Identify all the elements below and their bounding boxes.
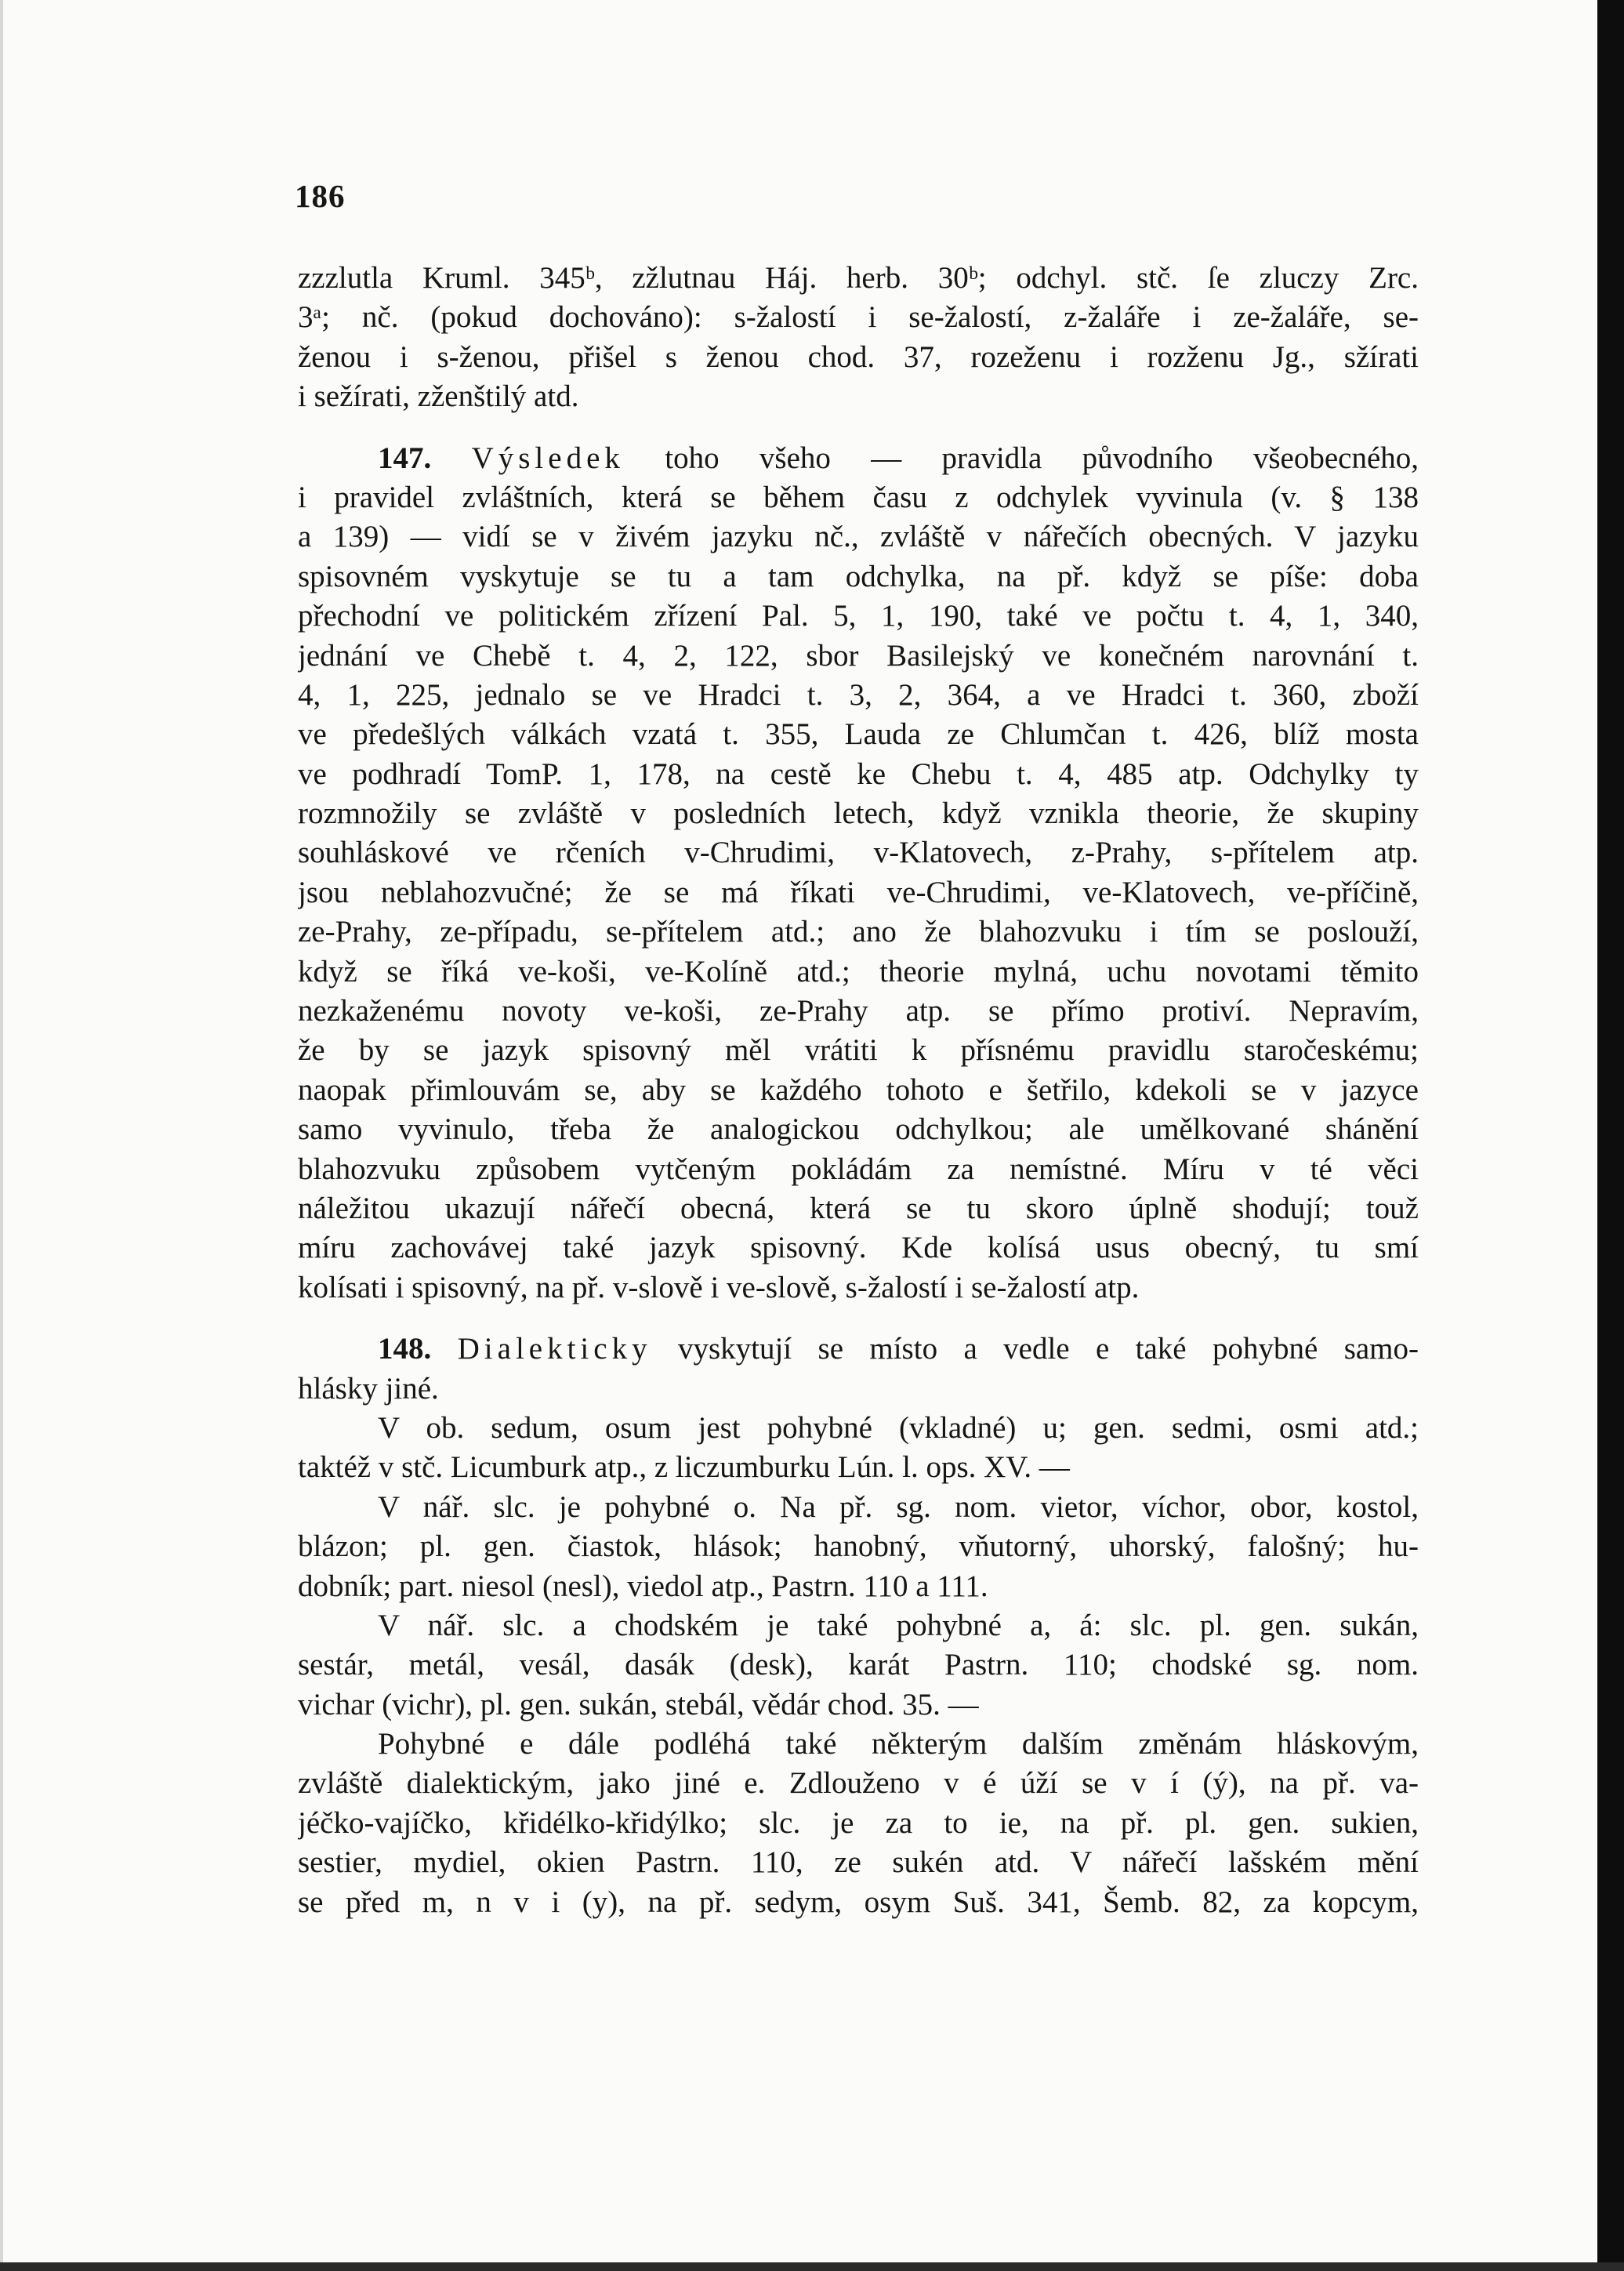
text-line: jednání ve Chebě t. 4, 2, 122, sbor Basilejský ve konečném narovnání t. [298, 638, 1419, 673]
text-line [298, 439, 1419, 478]
scan-right-edge [1597, 0, 1624, 2271]
text-line: sestár, metál, vesál, dasák (desk), karát Pastrn. 110; chodské sg. nom. [298, 1648, 1419, 1682]
scan-left-edge [0, 0, 3, 2271]
paragraph-slc-a [298, 1606, 1419, 1725]
paragraph-pohybne-e [298, 1725, 1419, 1922]
scan-bottom-edge [0, 2262, 1624, 2271]
section-number: 147. [378, 441, 432, 475]
text-line: ve předešlých válkách vzatá t. 355, Lauda ze Chlumčan t. 426, blíž mosta [298, 717, 1419, 752]
text-line: V nář. slc. je pohybné o. Na př. sg. nom. vietor, víchor, obor, kostol, [378, 1489, 1419, 1524]
page-number: 186 [295, 178, 346, 214]
text-line: 4, 1, 225, jednalo se ve Hradci t. 3, 2, 364, a ve Hradci t. 360, zboží [298, 677, 1419, 712]
text-line: dobník; part. niesol (nesl), viedol atp., Pastrn. 110 a 111. [298, 1569, 988, 1603]
text-line: V nář. slc. a chodském je také pohybné a, á: slc. pl. gen. sukán, [378, 1608, 1419, 1642]
text-line: 3ᵃ; nč. (pokud dochováno): s-žalostí i se-žalostí, z-žaláře i ze-žaláře, se- [298, 300, 1419, 335]
section-line-text: vyskytují se místo a vedle e také pohybné samo- [651, 1332, 1419, 1366]
text-line [298, 1330, 1419, 1369]
text-line: náležitou ukazují nářečí obecná, která se tu skoro úplně shodují; touž [298, 1191, 1419, 1225]
section-147 [298, 439, 1419, 1308]
text-line: nezkaženému novoty ve-koši, ze-Prahy atp. se přímo protiví. Nepravím, [298, 994, 1419, 1028]
text-line: Pohybné e dále podléhá také některým dalším změnám hláskovým, [378, 1727, 1419, 1761]
text-line: ve podhradí TomP. 1, 178, na cestě ke Chebu t. 4, 485 atp. Odchylky ty [298, 756, 1419, 791]
text-line: naopak přimlouvám se, aby se každého tohoto e šetřilo, kdekoli se v jazyce [298, 1072, 1419, 1107]
text-line: i pravidel zvláštních, která se během času z odchylek vyvinula (v. § 138 [298, 480, 1419, 514]
text-line: sestier, mydiel, okien Pastrn. 110, ze sukén atd. V nářečí lašském mění [298, 1845, 1419, 1880]
text-line: spisovném vyskytuje se tu a tam odchylka, na př. když se píše: doba [298, 559, 1419, 593]
text-line: zvláště dialektickým, jako jiné e. Zdlouženo v é úží se v í (ý), na př. va- [298, 1766, 1419, 1801]
text-line: zzzlutla Kruml. 345ᵇ, zžlutnau Háj. herb. 30ᵇ; odchyl. stč. ſe zluczy Zrc. [298, 261, 1419, 295]
text-line: přechodní ve politickém zřízení Pal. 5, 1, 190, také ve počtu t. 4, 1, 340, [298, 599, 1419, 633]
text-line: se před m, n v i (y), na př. sedym, osym Suš. 341, Šemb. 82, za kopcym, [298, 1885, 1419, 1919]
text-line: když se říká ve-koši, ve-Kolíně atd.; theorie mylná, uchu novotami těmito [298, 954, 1419, 989]
text-line: ženou i s-ženou, přišel s ženou chod. 37, rozeženu i rozženu Jg., sžírati [298, 339, 1419, 374]
text-line: jéčko-vajíčko, křidélko-křidýlko; slc. je za to ie, na př. pl. gen. sukien, [298, 1805, 1419, 1840]
text-line: taktéž v stč. Licumburk atp., z liczumburku Lún. l. ops. XV. — [298, 1450, 1070, 1485]
text-line: blázon; pl. gen. čiastok, hlások; hanobný, vňutorný, uhorský, falošný; hu- [298, 1529, 1419, 1564]
paragraph-continuation [298, 259, 1419, 417]
text-line: i sežírati, zženštilý atd. [298, 379, 579, 414]
text-line: souhláskové ve rčeních v-Chrudimi, v-Klatovech, z-Prahy, s-přítelem atp. [298, 836, 1419, 870]
page-body [298, 259, 1419, 1922]
text-line: ze-Prahy, ze-případu, se-přítelem atd.; ano že blahozvuku i tím se poslouží, [298, 915, 1419, 949]
text-line: jsou neblahozvučné; že se má říkati ve-Chrudimi, ve-Klatovech, ve-příčině, [298, 875, 1419, 909]
text-line: a 139) — vidí se v živém jazyku nč., zvláště v nářečích obecných. V jazyku [298, 520, 1419, 554]
section-148 [298, 1330, 1419, 1409]
section-lead-word: Výsledek [471, 441, 625, 475]
text-line: kolísati i spisovný, na př. v-slově i ve-slově, s-žalostí i se-žalostí atp. [298, 1270, 1140, 1304]
text-line: vichar (vichr), pl. gen. sukán, stebál, vědár chod. 35. — [298, 1687, 979, 1721]
section-number: 148. [378, 1332, 432, 1366]
text-line: že by se jazyk spisovný měl vrátiti k přísnému pravidlu staročeskému; [298, 1033, 1419, 1068]
text-line: samo vyvinulo, třeba že analogickou odchylkou; ale umělkované shánění [298, 1112, 1419, 1147]
text-line: rozmnožily se zvláště v posledních letech, když vznikla theorie, že skupiny [298, 796, 1419, 831]
text-line: míru zachovávej také jazyk spisovný. Kde kolísá usus obecný, tu smí [298, 1231, 1419, 1265]
paragraph-slc-o [298, 1488, 1419, 1606]
section-lead-word: Dialekticky [457, 1332, 652, 1366]
section-line-text: toho všeho — pravidla původního všeobecného, [624, 441, 1419, 475]
text-line: V ob. sedum, osum jest pohybné (vkladné) u; gen. sedmi, osmi atd.; [378, 1410, 1419, 1445]
paragraph-ob [298, 1409, 1419, 1488]
text-line: hlásky jiné. [298, 1371, 439, 1406]
text-line: blahozvuku způsobem vytčeným pokládám za nemístné. Míru v té věci [298, 1152, 1419, 1186]
